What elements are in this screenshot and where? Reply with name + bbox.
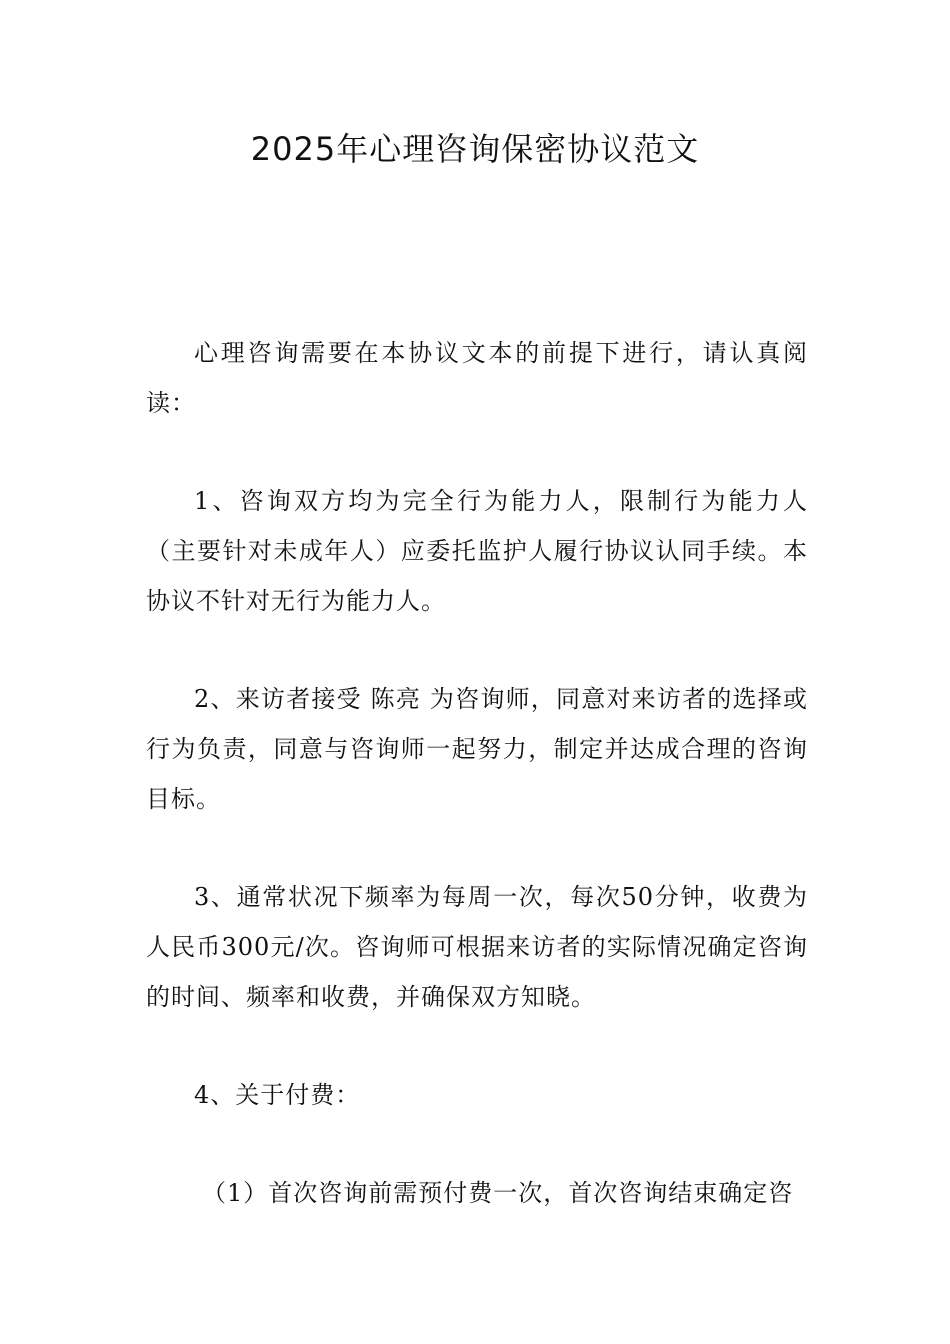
- paragraph-clause-4: 4、关于付费：: [194, 1081, 361, 1109]
- paragraph-gap: [146, 428, 808, 476]
- paragraph-clause-3: 3、通常状况下频率为每周一次，每次50分钟，收费为人民币300元/次。咨询师可根据来访者的实际情况确定咨询的时间、频率和收费，并确保双方知晓。: [146, 883, 808, 1011]
- document-title: 2025年心理咨询保密协议范文: [250, 130, 700, 168]
- paragraph-gap: [146, 824, 808, 872]
- document-body: [146, 328, 808, 1218]
- paragraph-gap: [146, 1022, 808, 1070]
- paragraph-clause-4-1: （1）首次咨询前需预付费一次，首次咨询结束确定咨: [202, 1179, 794, 1207]
- paragraph-gap: [146, 1120, 808, 1168]
- paragraph-gap: [146, 626, 808, 674]
- paragraph-clause-1: 1、咨询双方均为完全行为能力人，限制行为能力人（主要针对未成年人）应委托监护人履行协议认同手续。本协议不针对无行为能力人。: [146, 487, 808, 615]
- paragraph-intro: 心理咨询需要在本协议文本的前提下进行，请认真阅读：: [146, 339, 808, 417]
- paragraph-clause-2: 2、来访者接受 陈亮 为咨询师，同意对来访者的选择或行为负责，同意与咨询师一起努力，制定并达成合理的咨询目标。: [146, 685, 808, 813]
